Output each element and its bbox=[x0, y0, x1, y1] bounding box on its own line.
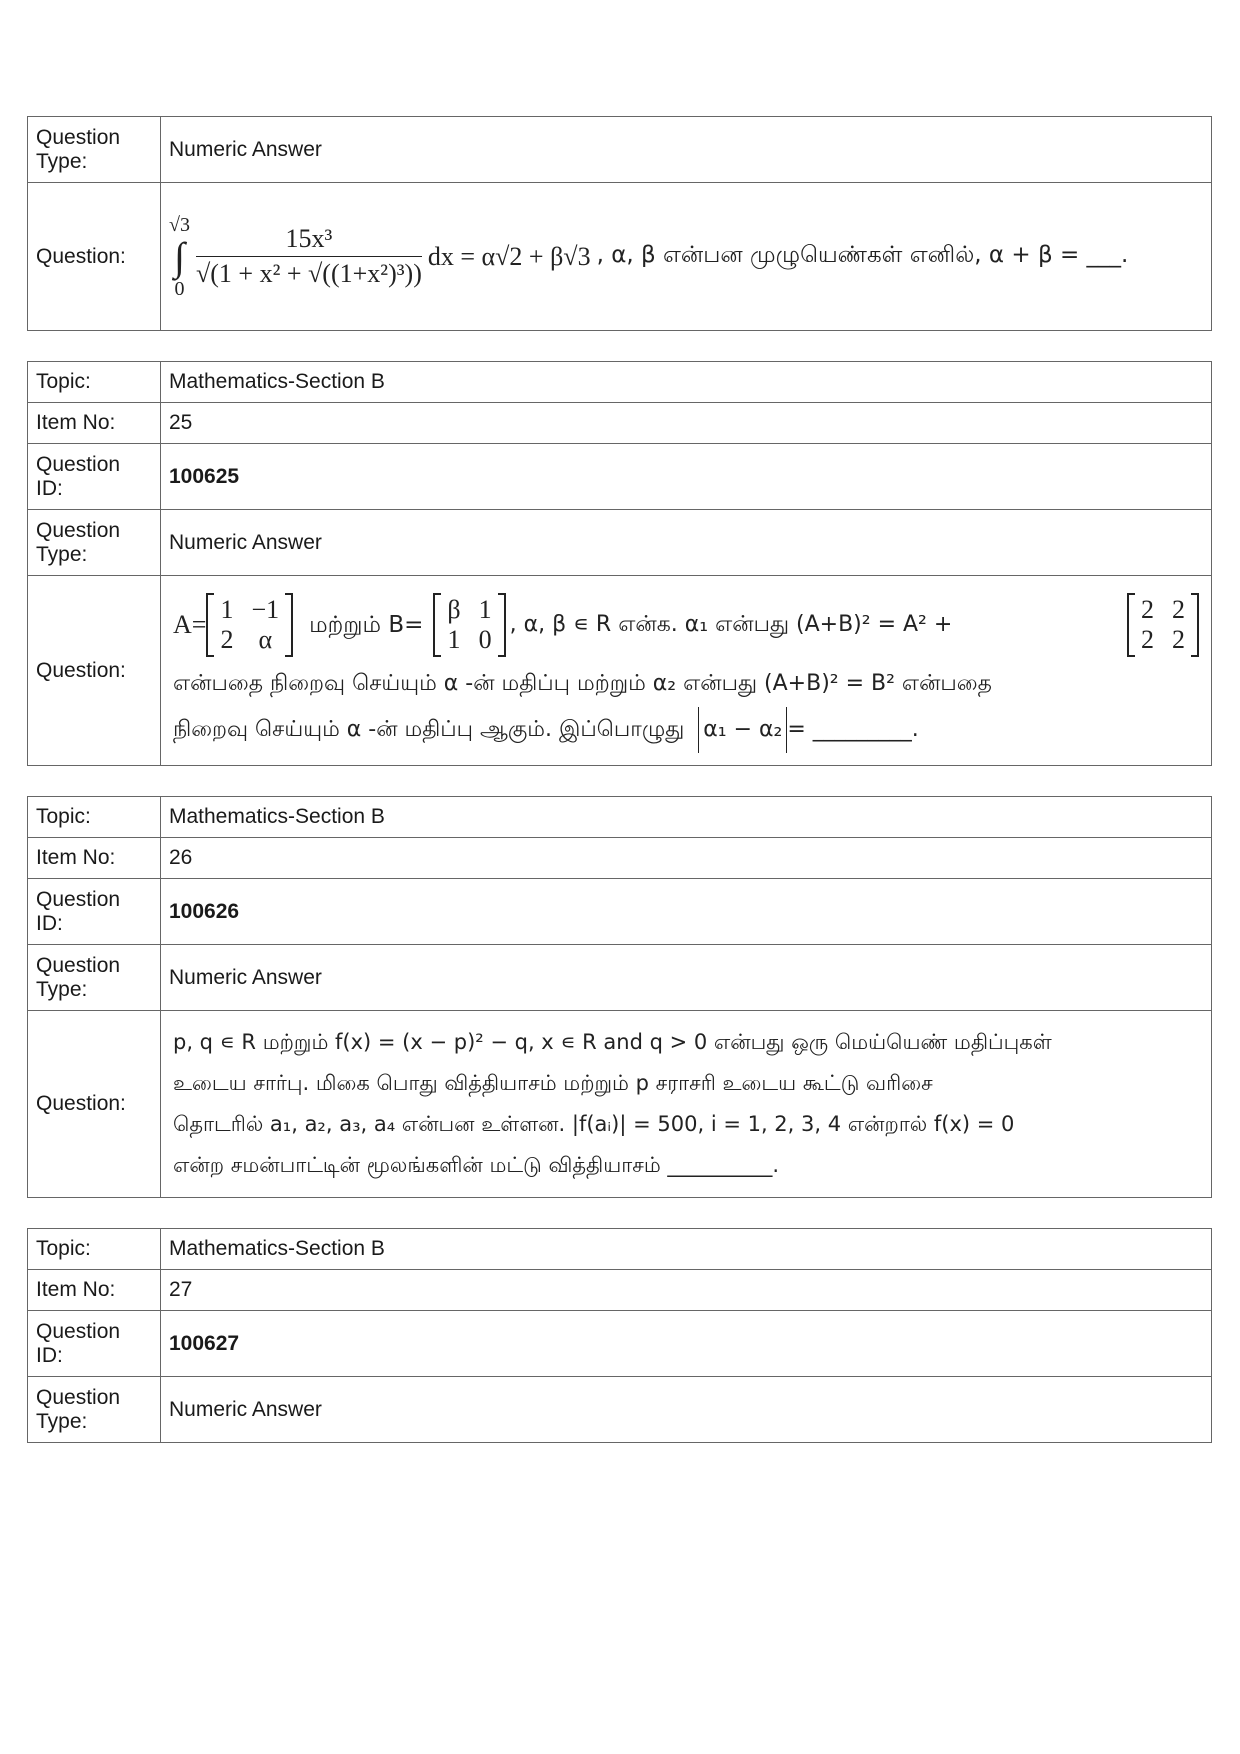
topic-value: Mathematics-Section B bbox=[161, 797, 1212, 838]
matrix-b-label: மற்றும் B= bbox=[309, 611, 424, 638]
matrix-cell: α bbox=[258, 624, 273, 654]
question-line-1: p, q ∊ R மற்றும் f(x) = (x − p)² − q, x ∊ R and q > 0 என்பது ஒரு மெய்யெண் மதிப்புகள் bbox=[173, 1030, 1052, 1054]
matrix-cell: 1 bbox=[478, 594, 492, 624]
question-id-label: Question ID: bbox=[28, 444, 161, 510]
question-block-25 bbox=[27, 361, 1212, 766]
question-line-3-text: நிறைவு செய்யும் α -ன் மதிப்பு ஆகும். இப்பொழுது bbox=[173, 716, 685, 742]
topic-label: Topic: bbox=[28, 797, 161, 838]
matrix-a bbox=[206, 593, 293, 657]
question-line-3 bbox=[173, 707, 1199, 753]
matrix-cell: 2 bbox=[1141, 594, 1154, 624]
item-no-value: 26 bbox=[161, 838, 1212, 879]
item-no-value: 25 bbox=[161, 403, 1212, 444]
matrix-cell: −1 bbox=[251, 594, 280, 624]
answer-blank: = _________. bbox=[787, 716, 919, 742]
matrix-b bbox=[433, 593, 505, 657]
item-no-label: Item No: bbox=[28, 838, 161, 879]
topic-value: Mathematics-Section B bbox=[161, 362, 1212, 403]
question-id-value: 100627 bbox=[161, 1311, 1212, 1377]
question-type-label: Question Type: bbox=[28, 1377, 161, 1443]
question-type-label: Question Type: bbox=[28, 510, 161, 576]
question-content bbox=[161, 183, 1212, 331]
item-no-label: Item No: bbox=[28, 1270, 161, 1311]
item-no-value: 27 bbox=[161, 1270, 1212, 1311]
fraction-numerator: 15x³ bbox=[285, 224, 333, 253]
question-tail: , α, β என்பன முழுயெண்கள் எனில், α + β = ___. bbox=[596, 242, 1129, 268]
question-type-label: Question Type: bbox=[28, 945, 161, 1011]
matrix-cell: 1 bbox=[220, 594, 234, 624]
question-line-4: என்ற சமன்பாட்டின் மூலங்களின் மட்டு வித்தியாசம் __________. bbox=[173, 1153, 780, 1177]
question-type-value: Numeric Answer bbox=[161, 1377, 1212, 1443]
matrix-cell: 1 bbox=[447, 624, 461, 654]
question-type-value: Numeric Answer bbox=[161, 117, 1212, 183]
question-type-label: Question Type: bbox=[28, 117, 161, 183]
topic-label: Topic: bbox=[28, 362, 161, 403]
question-type-value: Numeric Answer bbox=[161, 510, 1212, 576]
fraction-denominator: √(1 + x² + √((1+x²)³)) bbox=[195, 259, 422, 288]
question-block-26 bbox=[27, 796, 1212, 1198]
question-id-value: 100626 bbox=[161, 879, 1212, 945]
question-line-2: உடைய சார்பு. மிகை பொது வித்தியாசம் மற்றும் p சராசரி உடைய கூட்டு வரிசை bbox=[173, 1071, 933, 1095]
question-label: Question: bbox=[28, 576, 161, 766]
question-type-value: Numeric Answer bbox=[161, 945, 1212, 1011]
integral-lower-limit: 0 bbox=[174, 277, 185, 300]
question-id-label: Question ID: bbox=[28, 1311, 161, 1377]
question-block-1 bbox=[27, 116, 1212, 331]
topic-value: Mathematics-Section B bbox=[161, 1229, 1212, 1270]
question-line-1-tail: , α, β ∊ R என்க. α₁ என்பது (A+B)² = A² + bbox=[509, 611, 953, 637]
topic-label: Topic: bbox=[28, 1229, 161, 1270]
question-line-3: தொடரில் a₁, a₂, a₃, a₄ என்பன உள்ளன. |f(aᵢ)| = 500, i = 1, 2, 3, 4 என்றால் f(x) = 0 bbox=[173, 1112, 1015, 1136]
question-label: Question: bbox=[28, 183, 161, 331]
integral-sign-icon: ∫ bbox=[174, 233, 185, 279]
question-content bbox=[161, 576, 1212, 766]
question-id-value: 100625 bbox=[161, 444, 1212, 510]
matrix-cell: 2 bbox=[1172, 624, 1185, 654]
absolute-value-expr: α₁ − α₂ bbox=[698, 707, 787, 753]
question-label: Question: bbox=[28, 1011, 161, 1198]
matrix-cell: 2 bbox=[220, 624, 234, 654]
question-block-27 bbox=[27, 1228, 1212, 1443]
matrix-cell: 2 bbox=[1172, 594, 1185, 624]
question-line-2: என்பதை நிறைவு செய்யும் α -ன் மதிப்பு மற்றும் α₂ என்பது (A+B)² = B² என்பதை bbox=[173, 670, 992, 696]
question-content bbox=[161, 1011, 1212, 1198]
matrix-a-label: A= bbox=[173, 609, 207, 639]
item-no-label: Item No: bbox=[28, 403, 161, 444]
matrix-cell: 0 bbox=[478, 624, 492, 654]
matrix-c bbox=[1127, 593, 1199, 657]
integral-upper-limit: √3 bbox=[169, 213, 190, 236]
matrix-cell: β bbox=[447, 594, 461, 624]
integral-rhs: dx = α√2 + β√3 bbox=[427, 241, 591, 271]
question-id-label: Question ID: bbox=[28, 879, 161, 945]
matrix-cell: 2 bbox=[1141, 624, 1154, 654]
